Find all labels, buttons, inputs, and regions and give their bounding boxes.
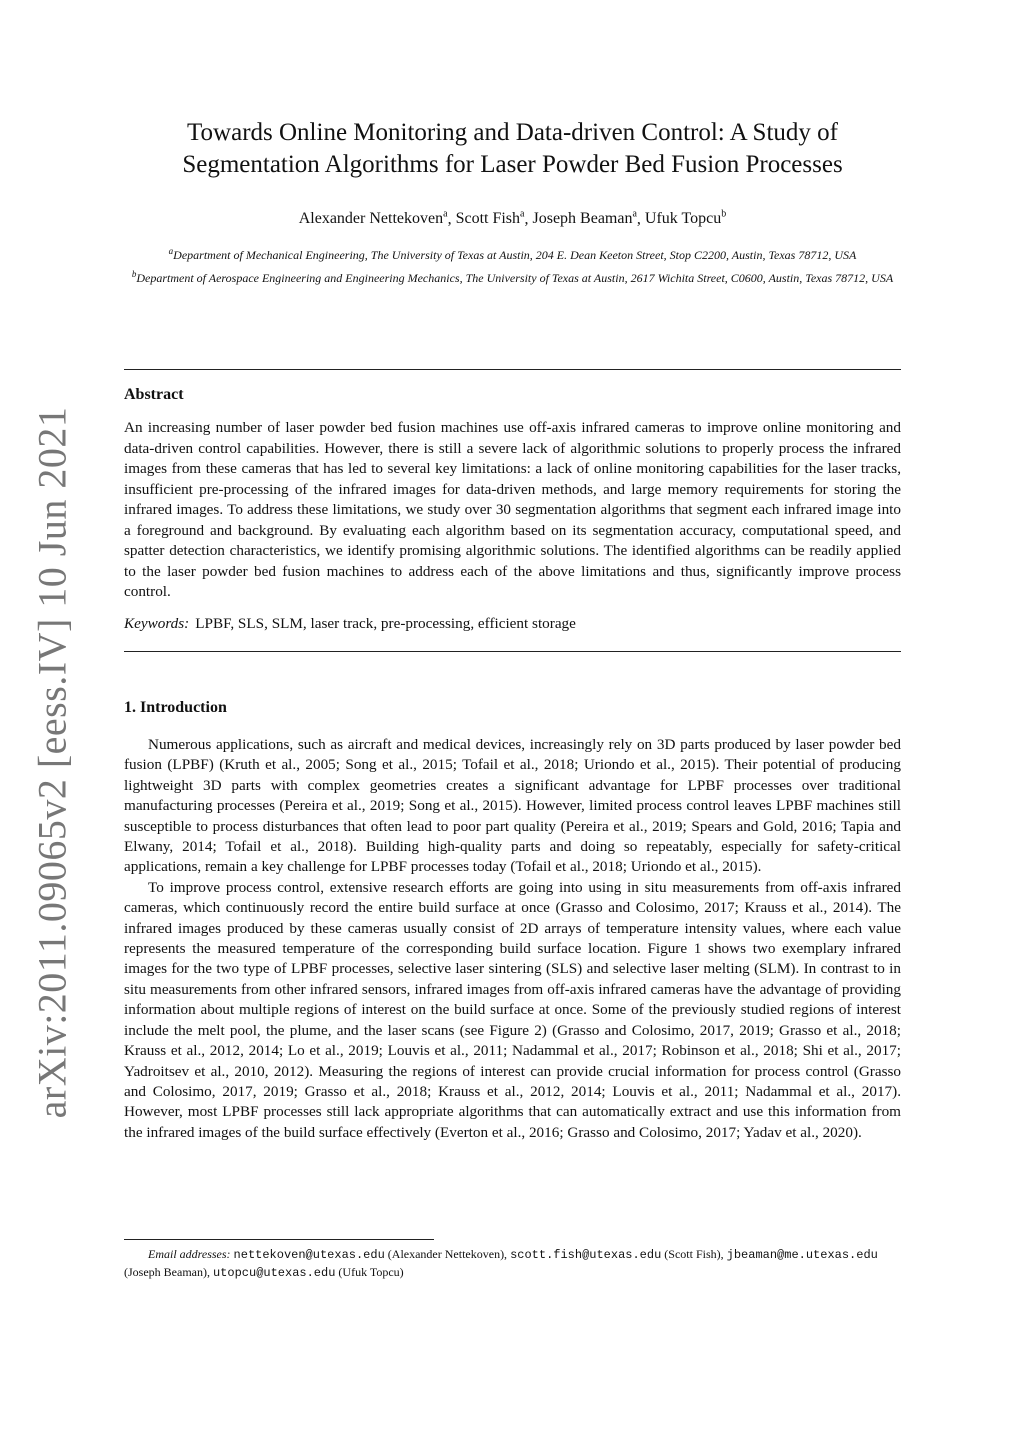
author: Joseph Beaman$^a$ — [532, 209, 637, 228]
arxiv-id-text: arXiv:2011.09065v2 [eess.IV] 10 Jun 2021 — [29, 406, 75, 1119]
affiliation: $^a$Department of Mechanical Engineering, The University of Texas at Austin, 204 E. Dean Keeton Street, Stop C2200, Austin, Texas 78712, USA — [168, 246, 857, 262]
affiliation: $^b$Department of Aerospace Engineering and Engineering Mechanics, The University of Texas at Austin, 2617 Wichita Street, C0600, Austin, Texas 78712, USA — [131, 269, 894, 285]
paragraph: To improve process control, extensive research efforts are going into using in situ measurements from off-axis infrared cameras, which continuously record the entire build surface at once (Grasso and Colosimo, 2017; Krauss et al., 2014). The infrared images produced by these cameras usually consist of 2D arrays of temperature intensity values, where each value represents the measured temperature of the corresponding build surface location. Figure 1 shows two exemplary infrared images for the two type of LPBF processes, selective laser sintering (SLS) and selective laser melting (SLM). In contrast to in situ measurements from other infrared sensors, infrared images from off-axis infrared cameras have the advantage of providing information about multiple regions of interest on the build surface at once. Some of the previously studied regions of interest include the melt pool, the plume, and the laser scans (see Figure 2) (Grasso and Colosimo, 2017, 2019; Grasso et al., 2018; Krauss et al., 2012, 2014; Lo et al., 2019; Louvis et al., 2011; Nadammal et al., 2017; Robinson et al., 2018; Shi et al., 2017; Yadroitsev et al., 2010, 2012). Measuring the regions of interest can provide crucial information for process control (Grasso and Colosimo, 2017, 2019; Grasso et al., 2018; Krauss et al., 2012, 2014; Louvis et al., 2011; Nadammal et al., 2017). However, most LPBF processes still lack appropriate algorithms that can automatically extract and use this information from the infrared images of the build surface effectively (Everton et al., 2016; Grasso and Colosimo, 2017; Yadav et al., 2020). — [124, 878, 901, 1141]
footnote-rule — [124, 1239, 434, 1240]
footnote-label: Email addresses: — [148, 1247, 231, 1261]
email-link[interactable]: utopcu@utexas.edu — [212, 1266, 336, 1280]
abstract-bottom-rule — [124, 651, 901, 652]
email-link[interactable]: jbeaman@me.utexas.edu — [726, 1248, 878, 1262]
email-owner: (Ufuk Topcu) — [338, 1265, 404, 1279]
abstract-heading: Abstract — [124, 386, 184, 403]
paragraph: Numerous applications, such as aircraft and medical devices, increasingly rely on 3D parts produced by laser powder bed fusion (LPBF) (Kruth et al., 2005; Song et al., 2015; Tofail et al., 2018; Uriondo et al., 2015). Their potential of producing lightweight 3D parts with complex geometries creates a significant advantage for LPBF processes over traditional manufacturing processes (Pereira et al., 2019; Song et al., 2015). However, limited process control leaves LPBF machines still susceptible to process disturbances that often lead to poor part quality (Pereira et al., 2019; Spears and Gold, 2016; Tapia and Elwany, 2014; Tofail et al., 2018). Building high-quality parts and doing so repeatably, especially for safety-critical applications, remain a key challenge for LPBF processes today (Tofail et al., 2018; Uriondo et al., 2015). — [124, 736, 901, 876]
introduction-body — [124, 735, 901, 1143]
author-list: Alexander Nettekoven$^a$, Scott Fish$^a$, Joseph Beaman$^a$, Ufuk Topcu$^b$ — [298, 209, 727, 228]
abstract-text: An increasing number of laser powder bed fusion machines use off-axis infrared cameras to improve online monitoring and data-driven control capabilities. However, there is still a severe lack of algorithmic solutions to properly process the infrared images from these cameras that has led to several key limitations: a lack of online monitoring capabilities for the laser tracks, insufficient pre-processing of the infrared images for data-driven methods, and large memory requirements for storing the infrared images. To address these limitations, we study over 30 segmentation algorithms that segment each infrared image into a foreground and background. By evaluating each algorithm based on its segmentation accuracy, computational speed, and spatter detection characteristics, we identify promising algorithmic solutions. The identified algorithms can be readily applied to the laser powder bed fusion machines to address each of the above limitations and thus, significantly improve process control. — [124, 419, 901, 600]
email-link[interactable]: scott.fish@utexas.edu — [510, 1248, 662, 1262]
abstract-top-rule — [124, 369, 901, 370]
keywords-text: LPBF, SLS, SLM, laser track, pre-processing, efficient storage — [195, 615, 576, 632]
email-owner: (Scott Fish), — [664, 1247, 724, 1261]
footnote-email-addresses — [124, 1246, 901, 1282]
author: Alexander Nettekoven$^a$ — [298, 209, 448, 228]
affiliations — [124, 243, 901, 289]
arxiv-stamp — [22, 406, 82, 1119]
email-link[interactable]: nettekoven@utexas.edu — [233, 1248, 385, 1262]
paper-title: Towards Online Monitoring and Data-driven Control: A Study of Segmentation Algorithms for Laser Powder Bed Fusion Processes — [182, 119, 843, 178]
author: Scott Fish$^a$ — [455, 209, 525, 228]
author: Ufuk Topcu$^b$ — [644, 209, 727, 228]
email-owner: (Joseph Beaman), — [124, 1265, 210, 1279]
keywords-label: Keywords: — [124, 615, 190, 632]
section-heading-introduction: 1. Introduction — [124, 699, 227, 716]
email-owner: (Alexander Nettekoven), — [387, 1247, 508, 1261]
keywords — [124, 614, 901, 635]
